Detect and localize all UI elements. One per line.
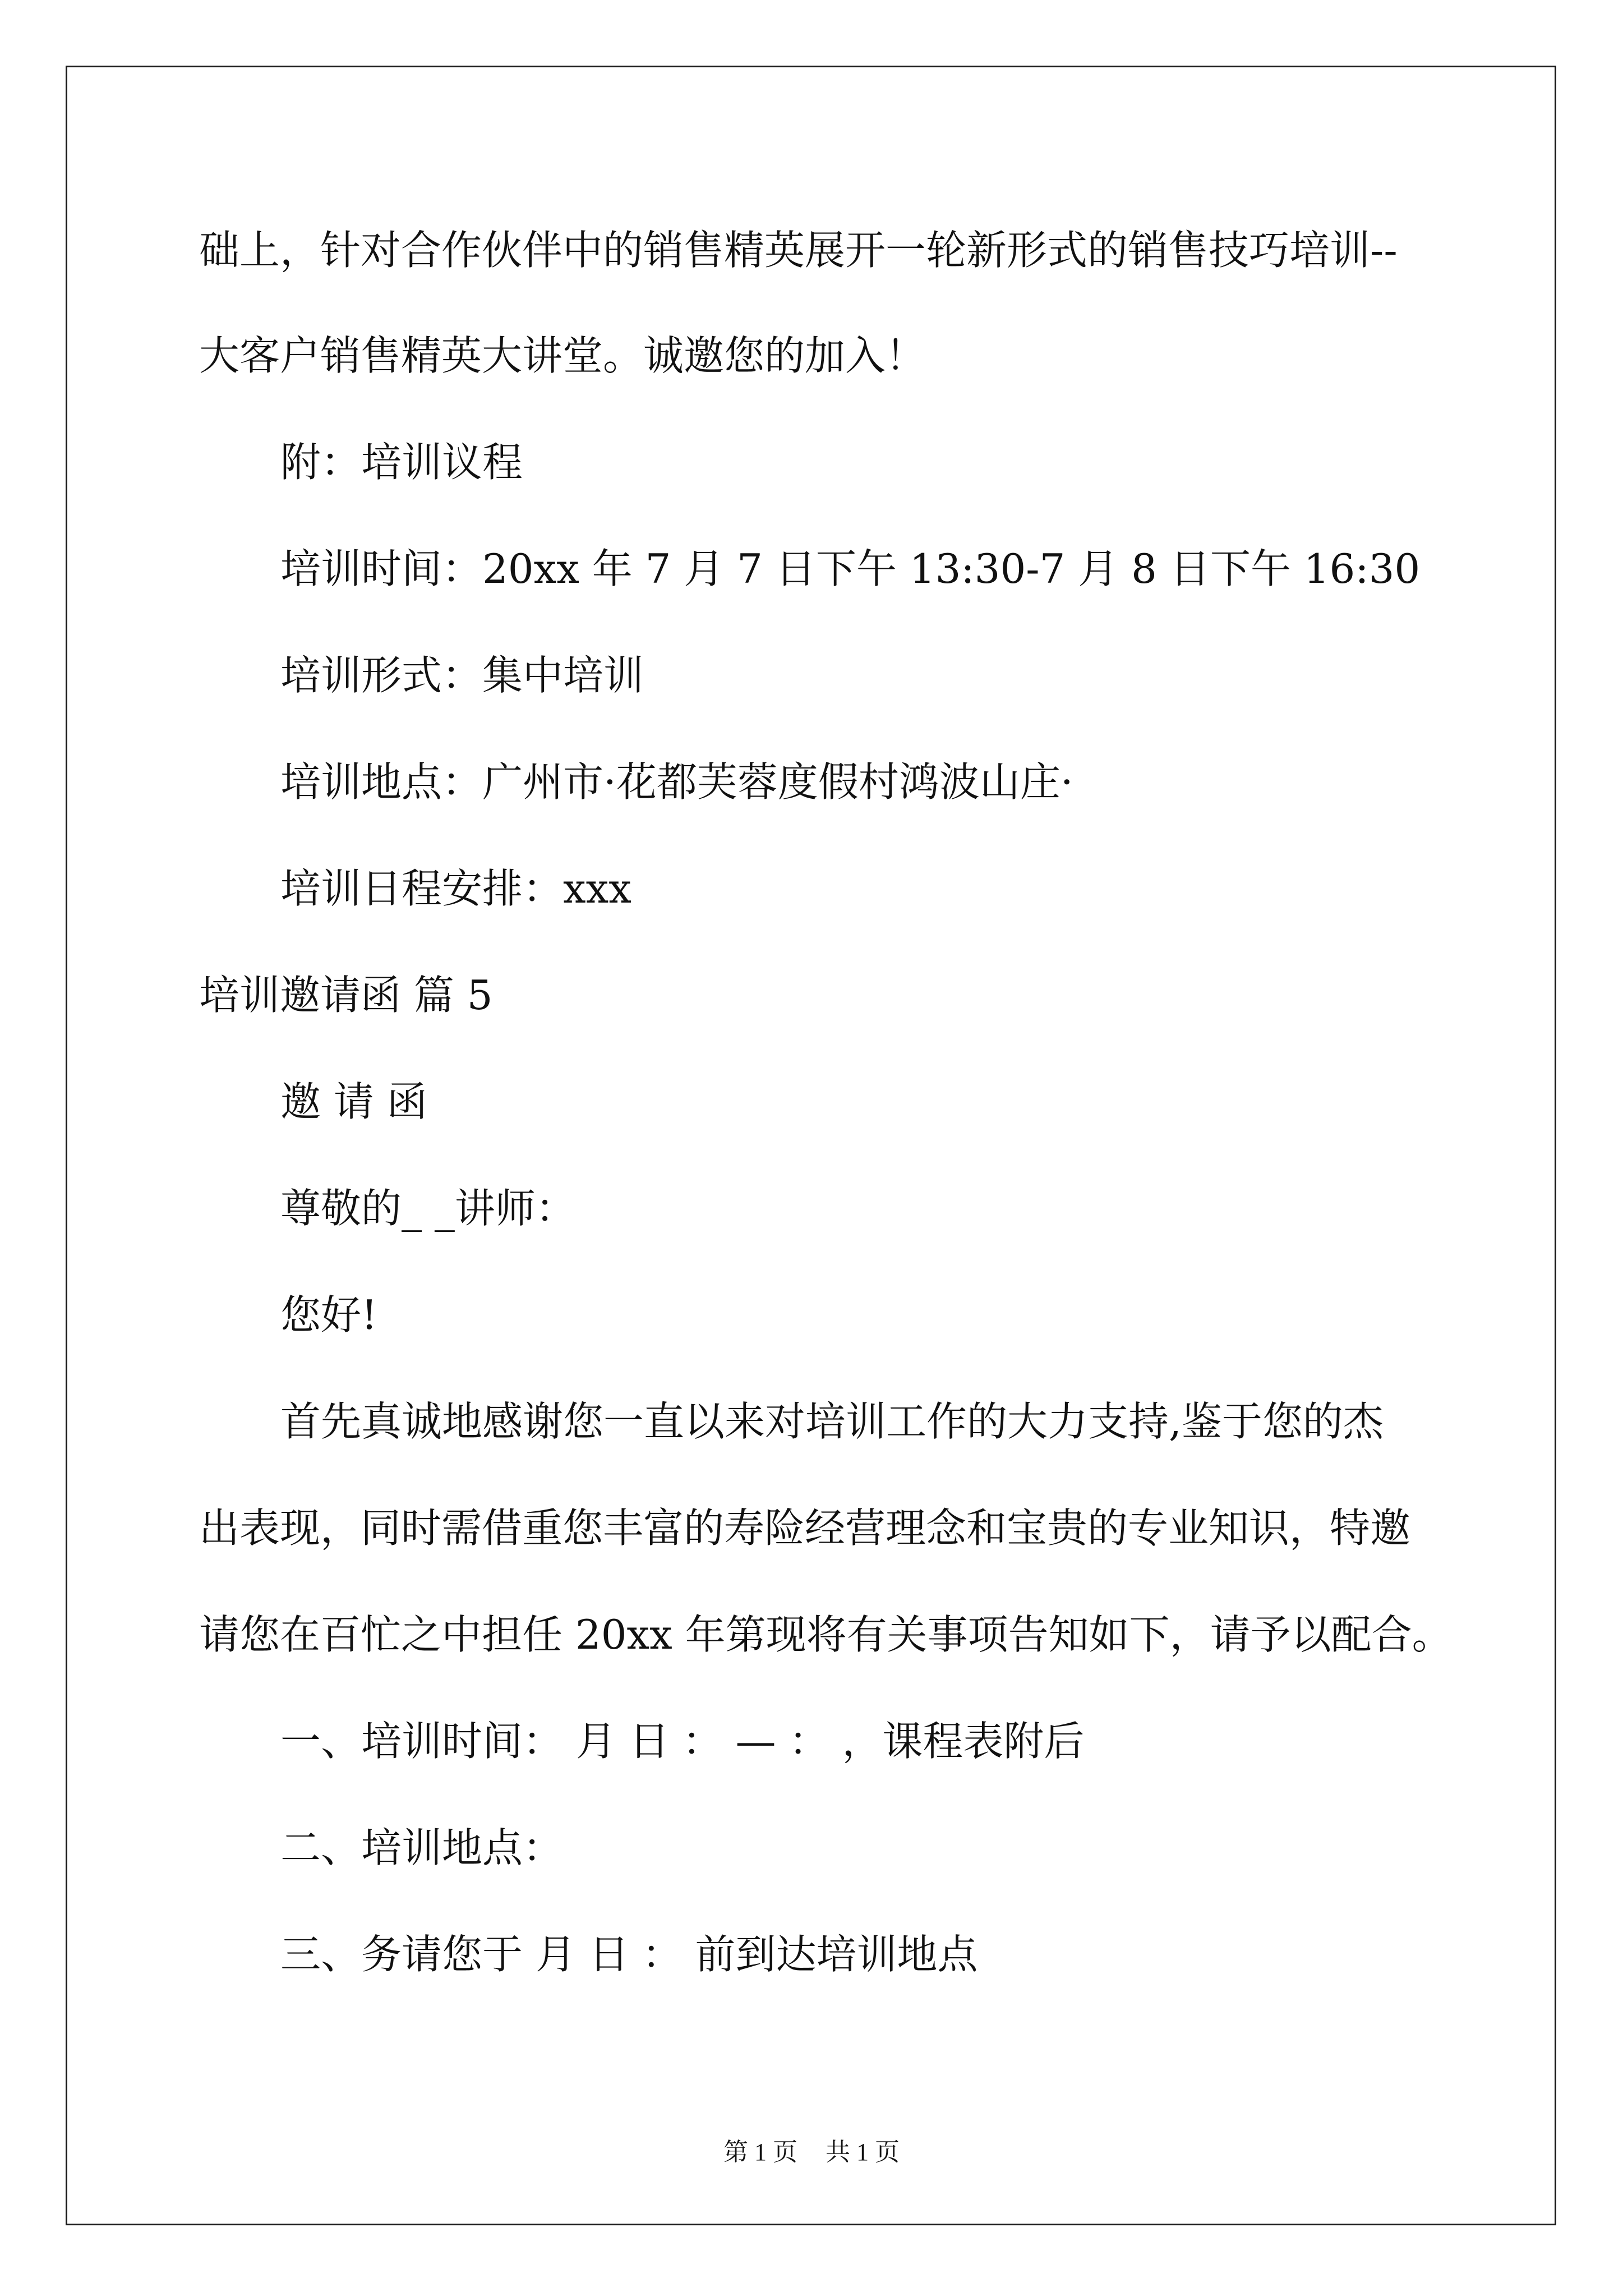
section-heading: 培训邀请函 篇 5 bbox=[199, 972, 493, 1019]
page-footer bbox=[0, 2132, 1623, 2168]
paragraph-line: 大客户销售精英大讲堂。诚邀您的加入！ bbox=[199, 332, 926, 379]
page-border bbox=[66, 66, 1556, 2225]
training-location: 培训地点：广州市·花都芙蓉度假村鸿波山庄· bbox=[280, 758, 1073, 806]
item-arrival: 三、务请您于 月 日 ： 前到达培训地点 bbox=[280, 1931, 978, 1978]
salutation: 尊敬的_ _讲师： bbox=[280, 1185, 576, 1232]
page-total: 共 1 页 bbox=[826, 2138, 900, 2166]
training-format: 培训形式：集中培训 bbox=[280, 652, 644, 699]
letter-title: 邀 请 函 bbox=[280, 1078, 427, 1125]
item-training-time: 一、培训时间： 月 日 ： — ： ，课程表附后 bbox=[280, 1718, 1085, 1765]
training-time: 培训时间：20xx 年 7 月 7 日下午 13:30-7 月 8 日下午 16:30 bbox=[280, 545, 1421, 592]
item-training-location: 二、培训地点： bbox=[280, 1824, 564, 1871]
greeting: 您好! bbox=[280, 1291, 377, 1338]
agenda-heading: 附：培训议程 bbox=[280, 439, 523, 486]
paragraph-line: 请您在百忙之中担任 20xx 年第现将有关事项告知如下，请予以配合。 bbox=[199, 1611, 1453, 1658]
paragraph-line: 首先真诚地感谢您一直以来对培训工作的大力支持,鉴于您的杰 bbox=[280, 1398, 1384, 1445]
training-schedule: 培训日程安排：xxx bbox=[280, 865, 631, 912]
page-number: 第 1 页 bbox=[723, 2138, 797, 2166]
paragraph-line: 础上，针对合作伙伴中的销售精英展开一轮新形式的销售技巧培训-- bbox=[199, 227, 1398, 274]
paragraph-line: 出表现，同时需借重您丰富的寿险经营理念和宝贵的专业知识，特邀 bbox=[199, 1504, 1411, 1552]
